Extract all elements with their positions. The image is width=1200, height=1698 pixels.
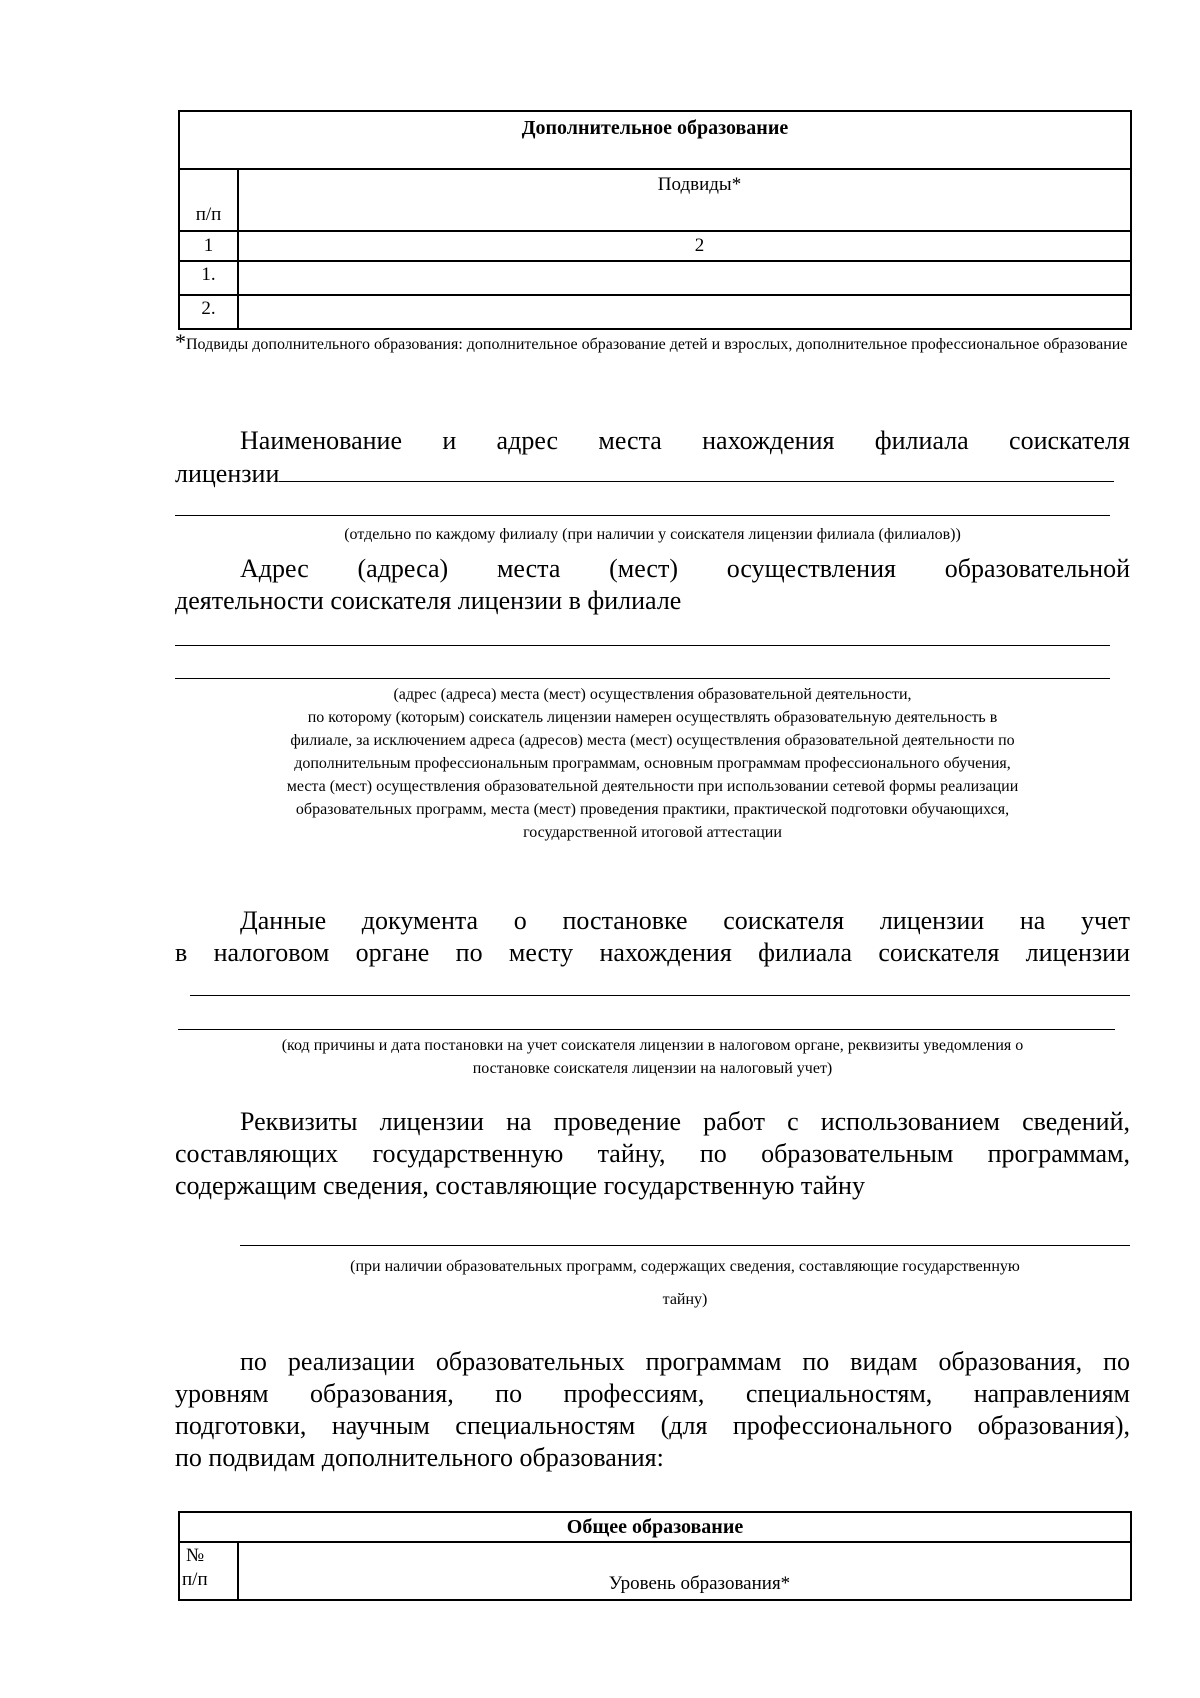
secret-license-heading-line3: содержащим сведения, составляющие государственную тайну	[175, 1171, 865, 1200]
branch-address-caption: (адрес (адреса) места (мест) осуществления образовательной деятельности, по которому (которым) соискатель лицензии намерен осуществлять образовательную деятельность в филиале, за исключением адреса (адресов) места (мест) осуществления образовательной деятельности по дополнительным профессиональным программам, основным программам профессионального обучения, места (мест) осуществления образовательной деятельности при использовании сетевой формы реализации образовательных программ, места (мест) проведения практики, практической подготовки обучающихся, государственной итоговой аттестации	[286, 686, 1019, 841]
footnote	[175, 330, 1130, 356]
row-number: 1.	[179, 261, 238, 295]
branch-address-heading-line2: деятельности соискателя лицензии в филиале	[175, 586, 682, 615]
tax-heading: Данные документа о постановке соискателя лицензии на учет	[240, 906, 1130, 935]
general-education-table	[178, 1511, 1132, 1601]
programs-paragraph-line1: по реализации образовательных программам по видам образования, по	[240, 1347, 1130, 1376]
column-header-number: п/п	[179, 169, 238, 231]
column-header-subtypes: Подвиды*	[238, 169, 1131, 231]
secret-license-caption: (при наличии образовательных программ, содержащих сведения, составляющие государственную тайну)	[350, 1258, 1020, 1308]
fill-line	[175, 515, 1110, 516]
row-value	[238, 261, 1131, 295]
table-title: Дополнительное образование	[179, 111, 1131, 169]
programs-paragraph-line3: подготовки, научным специальностям (для профессионального образования),	[175, 1411, 1130, 1440]
branch-name-caption: (отдельно по каждому филиалу (при наличии у соискателя лицензии филиала (филиалов))	[344, 526, 961, 543]
branch-name-heading-line2: лицензии	[175, 457, 1130, 490]
fill-line	[178, 1029, 1115, 1030]
column-header-level: Уровень образования*	[238, 1542, 1131, 1600]
index-cell: 1	[179, 231, 238, 261]
programs-paragraph-line4: по подвидам дополнительного образования:	[175, 1443, 664, 1472]
row-number: 2.	[179, 295, 238, 329]
footnote-text: Подвиды дополнительного образования: дополнительное образование детей и взрослых, дополнительное профессиональное образование	[186, 336, 1128, 353]
column-header-number: № п/п	[179, 1542, 238, 1600]
branch-name-heading: Наименование и адрес места нахождения филиала соискателя	[240, 426, 1130, 455]
programs-paragraph-line2: уровням образования, по профессиям, специальностям, направлениям	[175, 1379, 1130, 1408]
table-row	[179, 261, 1131, 295]
fill-line	[190, 995, 1130, 996]
additional-education-table	[178, 110, 1132, 330]
table-row	[179, 295, 1131, 329]
fill-line	[175, 645, 1110, 646]
secret-license-heading: Реквизиты лицензии на проведение работ с использованием сведений,	[240, 1107, 1130, 1136]
tax-caption: (код причины и дата постановки на учет соискателя лицензии в налоговом органе, реквизиты уведомления о постановке соискателя лицензии на налоговый учет)	[281, 1037, 1024, 1077]
index-cell: 2	[238, 231, 1131, 261]
row-value	[238, 295, 1131, 329]
tax-heading-line2: в налоговом органе по месту нахождения филиала соискателя лицензии	[175, 938, 1130, 967]
table-title: Общее образование	[179, 1512, 1131, 1542]
secret-license-heading-line2: составляющих государственную тайну, по образовательным программам,	[175, 1139, 1130, 1168]
footnote-star: *	[175, 329, 186, 354]
branch-address-heading: Адрес (адреса) места (мест) осуществления образовательной	[240, 554, 1130, 583]
fill-line	[240, 1245, 1130, 1246]
fill-line	[175, 678, 1110, 679]
